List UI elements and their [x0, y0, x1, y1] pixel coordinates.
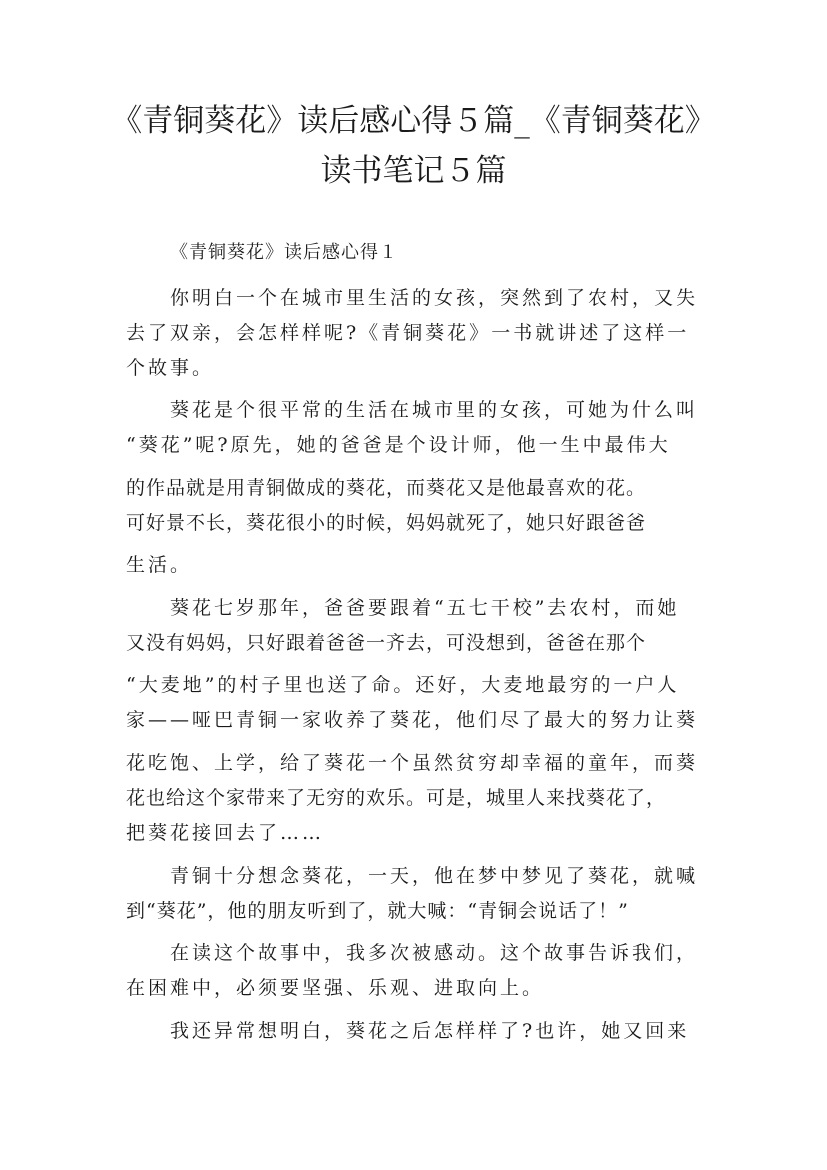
section-heading: 《青铜葵花》读后感心得１ — [170, 242, 398, 263]
paragraph-line: 花也给这个家带来了无穷的欢乐。可是，城里人来找葵花了， — [126, 787, 667, 809]
title-line-2: 读书笔记５篇 — [320, 153, 507, 189]
paragraph-line: 我还异常想明白，葵花之后怎样样了?也许，她又回来 — [170, 1020, 690, 1042]
paragraph-line: 花吃饱、上学，给了葵花一个虽然贫穷却幸福的童年，而葵 — [126, 752, 699, 774]
paragraph-line: “葵花”呢?原先，她的爸爸是个设计师，他一生中最伟大 — [126, 434, 671, 456]
paragraph-line: 生活。 — [126, 554, 193, 576]
paragraph-line: 可好景不长，葵花很小的时候，妈妈就死了，她只好跟爸爸 — [126, 512, 647, 534]
paragraph-line: 在读这个故事中，我多次被感动。这个故事告诉我们， — [170, 942, 699, 964]
paragraph-line: 到“葵花”，他的朋友听到了，就大喊：“青铜会说话了！” — [126, 900, 629, 922]
paragraph-line: 又没有妈妈，只好跟着爸爸一齐去，可没想到，爸爸在那个 — [126, 632, 647, 654]
paragraph-line: “大麦地”的村子里也送了命。还好，大麦地最穷的一户人 — [126, 674, 680, 696]
paragraph-line: 你明白一个在城市里生活的女孩，突然到了农村，又失 — [170, 287, 699, 309]
paragraph-line: 在困难中，必须要坚强、乐观、进取向上。 — [126, 977, 545, 999]
paragraph-line: 葵花七岁那年，爸爸要跟着“五七干校”去农村，而她 — [170, 597, 680, 619]
paragraph-line: 家——哑巴青铜一家收养了葵花，他们尽了最大的努力让葵 — [126, 709, 699, 731]
paragraph-line: 把葵花接回去了…… — [126, 822, 325, 844]
paragraph-line: 去了双亲，会怎样样呢?《青铜葵花》一书就讲述了这样一 — [126, 322, 690, 344]
paragraph-line: 青铜十分想念葵花，一天，他在梦中梦见了葵花，就喊 — [170, 865, 699, 887]
paragraph-line: 葵花是个很平常的生活在城市里的女孩，可她为什么叫 — [170, 399, 699, 421]
paragraph-line: 的作品就是用青铜做成的葵花，而葵花又是他最喜欢的花。 — [126, 477, 647, 499]
title-line-1: 《青铜葵花》读后感心得５篇_《青铜葵花》 — [111, 103, 716, 139]
paragraph-line: 个故事。 — [126, 357, 215, 379]
